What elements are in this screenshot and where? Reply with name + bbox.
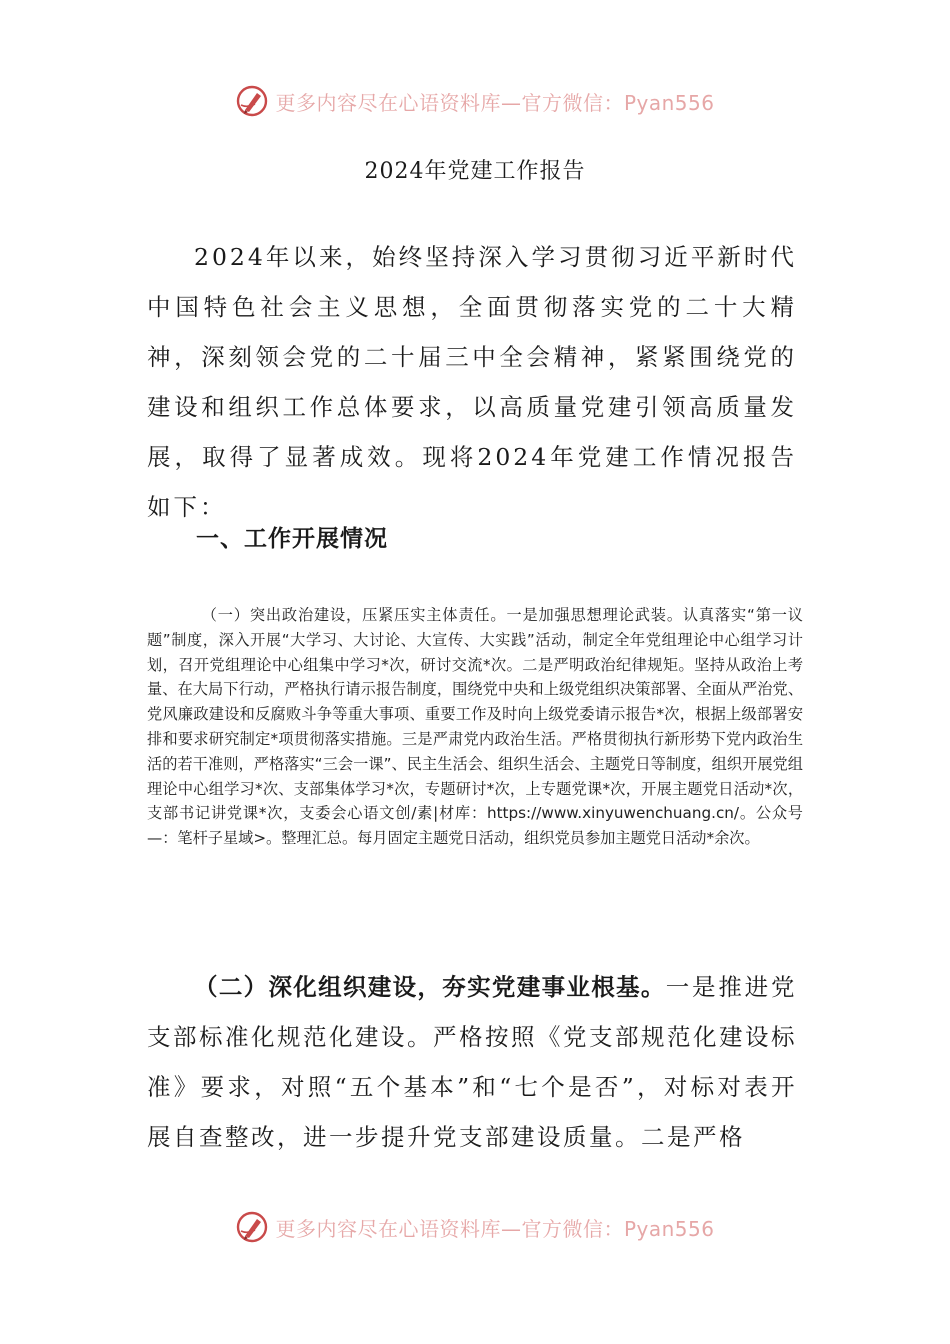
footer-watermark	[0, 1210, 950, 1244]
paragraph-body: 一是推进党支部标准化规范化建设。严格按照《党支部规范化建设标准》要求，对照“五个基本”和“七个是否”，对标对表开展自查整改，进一步提升党支部建设质量。二是严格	[147, 973, 798, 1151]
document-title: 2024年党建工作报告	[364, 159, 586, 184]
watermark-text: 更多内容尽在心语资料库—官方微信：Pyan556	[275, 90, 715, 115]
intro-paragraph: 2024年以来，始终坚持深入学习贯彻习近平新时代中国特色社会主义思想，全面贯彻落实党的二十大精神，深刻领会党的二十届三中全会精神，紧紧围绕党的建设和组织工作总体要求，以高质量党建引领高质量发展，取得了显著成效。现将2024年党建工作情况报告如下：	[147, 243, 797, 521]
section-heading: 一、工作开展情况	[196, 526, 388, 552]
paragraph-lead: （二）深化组织建设，夯实党建事业根基。	[194, 973, 666, 1001]
pen-circle-icon	[235, 1210, 269, 1244]
header-watermark	[0, 84, 950, 118]
political-construction-paragraph: （一）突出政治建设，压紧压实主体责任。一是加强思想理论武装。认真落实“第一议题”制度，深入开展“大学习、大讨论、大宣传、大实践”活动，制定全年党组理论中心组学习计划，召开党组理论中心组集中学习*次，研讨交流*次。二是严明政治纪律规矩。坚持从政治上考量、在大局下行动，严格执行请示报告制度，围绕党中央和上级党组织决策部署、全面从严治党、党风廉政建设和反腐败斗争等重大事项、重要工作及时向上级党委请示报告*次，根据上级部署安排和要求研究制定*项贯彻落实措施。三是严肃党内政治生活。严格贯彻执行新形势下党内政治生活的若干准则，严格落实“三会一课”、民主生活会、组织生活会、主题党日等制度，组织开展党组理论中心组学习*次、支部集体学习*次，专题研讨*次，上专题党课*次，开展主题党日活动*次，支部书记讲党课*次，支委会心语文创/素|材库：https://www.xinyuwenchuang.cn/。公众号—：笔杆子星域>。整理汇总。每月固定主题党日活动，组织党员参加主题党日活动*余次。	[147, 606, 803, 848]
pen-circle-icon	[235, 84, 269, 118]
organization-construction-paragraph	[147, 962, 797, 1162]
watermark-text: 更多内容尽在心语资料库—官方微信：Pyan556	[275, 1216, 715, 1241]
